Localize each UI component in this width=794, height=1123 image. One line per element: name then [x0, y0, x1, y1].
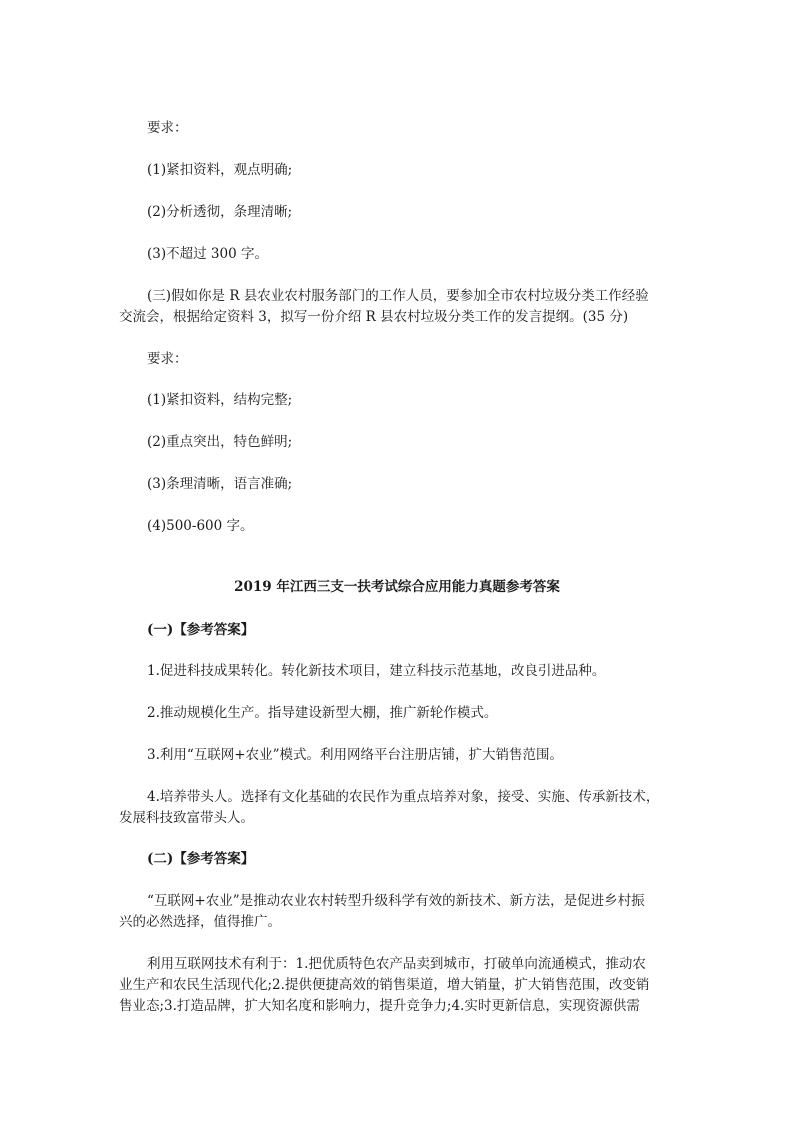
answer-2-heading: (二)【参考答案】 [147, 851, 255, 867]
requirement-item: (2)分析透彻，条理清晰; [147, 204, 293, 220]
answer-point: 4.培养带头人。选择有文化基础的农民作为重点培养对象，接受、实施、传承新技术， [147, 789, 660, 805]
answer-1-heading: (一)【参考答案】 [147, 622, 255, 638]
answer-paragraph: 售业态;3.打造品牌，扩大知名度和影响力，提升竞争力;4.实时更新信息，实现资源供需 [119, 998, 640, 1014]
requirement-item: (3)不超过 300 字。 [147, 246, 268, 262]
answer-point: 发展科技致富带头人。 [119, 810, 254, 826]
question-3-line: 交流会，根据给定资料 3，拟写一份介绍 R 县农村垃圾分类工作的发言提纲。(35 分) [119, 309, 629, 325]
requirements-heading: 要求： [147, 351, 188, 367]
answer-paragraph: 利用互联网技术有利于：1.把优质特色农产品卖到城市，打破单向流通模式，推动农 [147, 956, 646, 972]
answers-title: 2019 年江西三支一扶考试综合应用能力真题参考答案 [234, 579, 560, 595]
answer-point: 2.推动规模化生产。指导建设新型大棚，推广新轮作模式。 [147, 705, 498, 721]
answer-paragraph: 业生产和农民生活现代化;2.提供便捷高效的销售渠道，增大销量，扩大销售范围，改变销 [119, 977, 650, 993]
requirement-item: (2)重点突出，特色鲜明; [147, 434, 293, 450]
answer-point: 3.利用“互联网+农业”模式。利用网络平台注册店铺，扩大销售范围。 [147, 747, 563, 763]
question-3-line: (三)假如你是 R 县农业农村服务部门的工作人员，要参加全市农村垃圾分类工作经验 [147, 288, 649, 304]
answer-paragraph: 兴的必然选择，值得推广。 [119, 914, 281, 930]
answer-point: 1.促进科技成果转化。转化新技术项目，建立科技示范基地，改良引进品种。 [147, 663, 606, 679]
requirement-item: (1)紧扣资料，结构完整; [147, 392, 293, 408]
requirement-item: (3)条理清晰，语言准确; [147, 476, 293, 492]
requirement-item: (1)紧扣资料，观点明确; [147, 162, 293, 178]
answer-paragraph: “互联网+农业”是推动农业农村转型升级科学有效的新技术、新方法，是促进乡村振 [147, 893, 645, 909]
requirement-item: (4)500-600 字。 [147, 518, 254, 534]
requirements-heading: 要求： [147, 120, 188, 136]
